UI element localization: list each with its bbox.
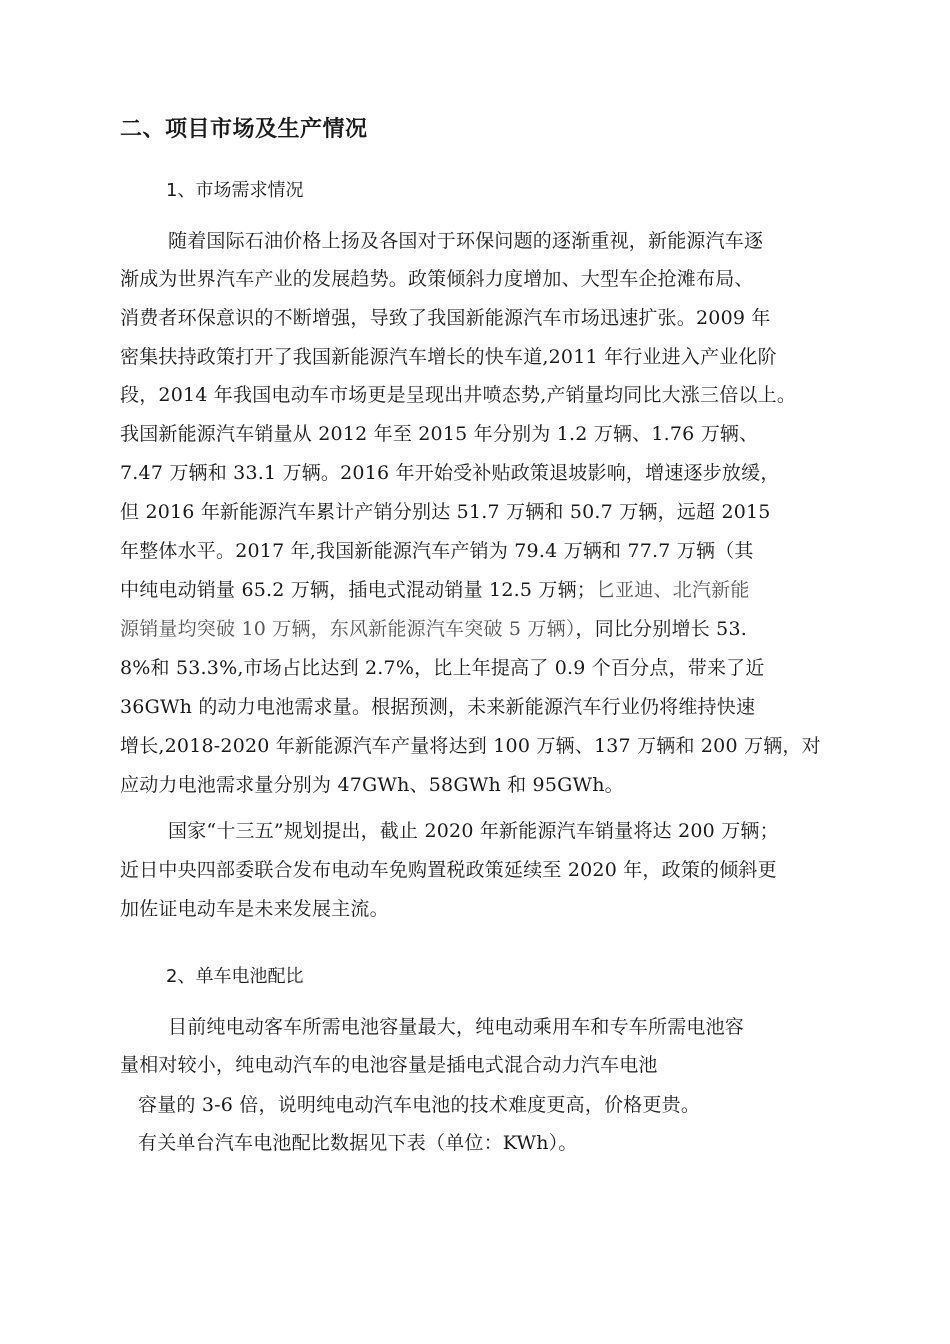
paragraph-line: 消费者环保意识的不断增强，导致了我国新能源汽车市场迅速扩张。2009 年: [120, 307, 771, 329]
paragraph-line: 我国新能源汽车销量从 2012 年至 2015 年分别为 1.2 万辆、1.76 万辆、: [120, 423, 759, 445]
paragraph-line: 7.47 万辆和 33.1 万辆。2016 年开始受补贴政策退坡影响，增速逐步放缓，: [120, 462, 780, 484]
paragraph-line: 渐成为世界汽车产业的发展趋势。政策倾斜力度增加、大型车企抢滩布局、: [120, 268, 754, 290]
paragraph-line: 8%和 53.3%,市场占比达到 2.7%，比上年提高了 0.9 个百分点，带来了近: [120, 657, 765, 679]
paragraph-line: 年整体水平。2017 年,我国新能源汽车产销为 79.4 万辆和 77.7 万辆（其: [120, 540, 754, 562]
subsection-heading-market-demand: 1、市场需求情况: [166, 180, 304, 201]
paragraph-line: 目前纯电动客车所需电池容量最大，纯电动乘用车和专车所需电池容: [168, 1016, 745, 1038]
paragraph-segment: 中纯电动销量 65.2 万辆，插电式混动销量 12.5 万辆；: [120, 579, 596, 601]
paragraph-line: 密集扶持政策打开了我国新能源汽车增长的快车道,2011 年行业进入产业化阶: [120, 346, 777, 368]
paragraph-line: 加佐证电动车是未来发展主流。: [120, 898, 389, 920]
paragraph-line: 36GWh 的动力电池需求量。根据预测，未来新能源汽车行业仍将维持快速: [120, 696, 756, 718]
paragraph-line: [120, 577, 750, 603]
paragraph-line: 近日中央四部委联合发布电动车免购置税政策延续至 2020 年，政策的倾斜更: [120, 859, 777, 881]
paragraph-line: 容量的 3-6 倍，说明纯电动汽车电池的技术难度更高，价格更贵。: [138, 1094, 701, 1116]
paragraph-line: 但 2016 年新能源汽车累计产销分别达 51.7 万辆和 50.7 万辆，远超 2015: [120, 501, 771, 523]
paragraph-segment-gray: 源销量均突破 10 万辆，东风新能源汽车突破 5 万辆）: [120, 618, 576, 640]
paragraph-line: 段，2014 年我国电动车市场更是呈现出井喷态势,产销量均同比大涨三倍以上。: [120, 384, 797, 406]
section-heading: 二、项目市场及生产情况: [120, 117, 368, 142]
paragraph-line: 应动力电池需求量分别为 47GWh、58GWh 和 95GWh。: [120, 774, 624, 796]
paragraph-line: 增长,2018-2020 年新能源汽车产量将达到 100 万辆、137 万辆和 200 万辆，对: [120, 735, 821, 757]
subsection-heading-battery-ratio: 2、单车电池配比: [166, 966, 304, 987]
paragraph-line: 量相对较小，纯电动汽车的电池容量是插电式混合动力汽车电池: [120, 1054, 658, 1076]
paragraph-line: 随着国际石油价格上扬及各国对于环保问题的逐渐重视，新能源汽车逐: [168, 230, 764, 252]
paragraph-segment: ，同比分别增长 53.: [575, 618, 747, 640]
paragraph-line: [120, 616, 747, 642]
paragraph-segment-gray: 匕亚迪、北汽新能: [595, 579, 750, 601]
paragraph-line: 有关单台汽车电池配比数据见下表（单位：KWh）。: [138, 1132, 578, 1154]
paragraph-line: 国家“十三五”规划提出，截止 2020 年新能源汽车销量将达 200 万辆；: [168, 820, 779, 842]
